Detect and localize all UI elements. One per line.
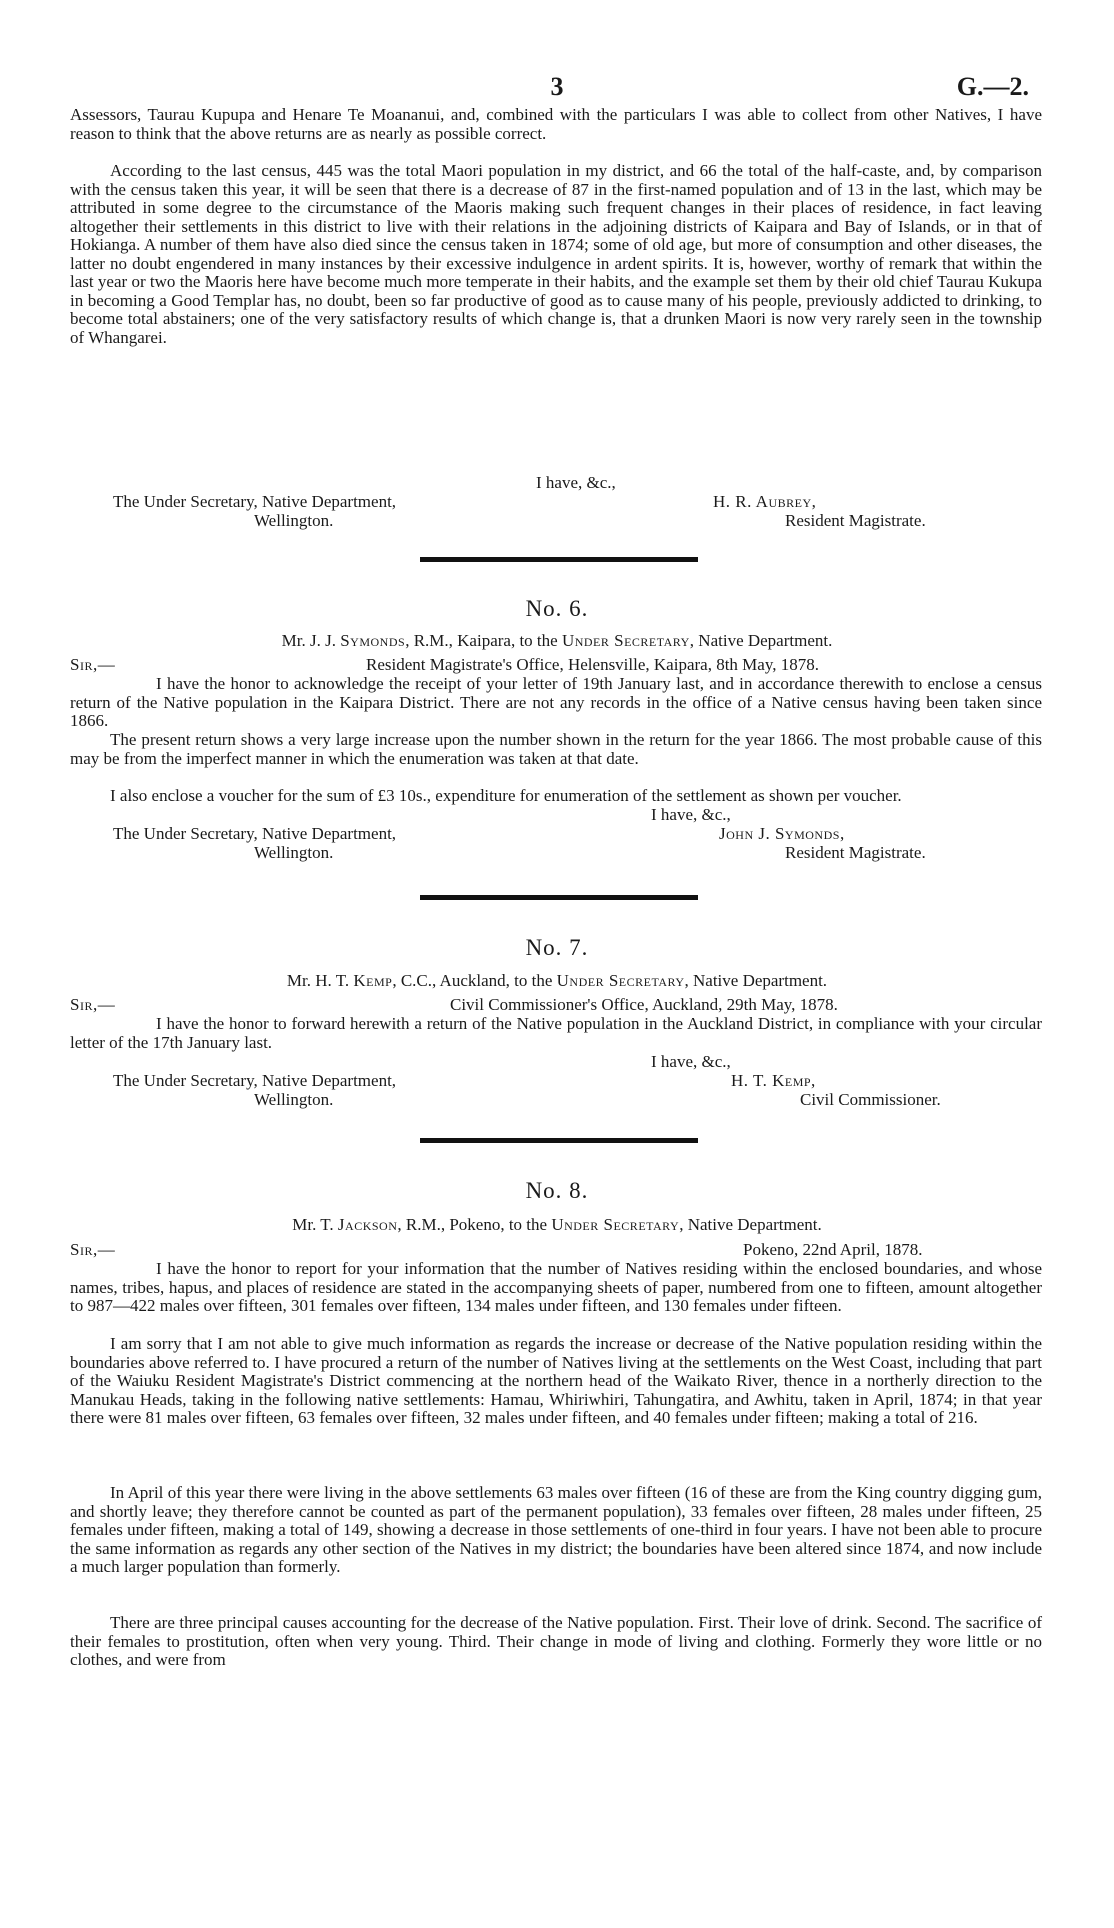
salutation-6: Sir,—	[70, 655, 116, 674]
signer-name: H. T. Kemp,	[731, 1071, 816, 1090]
signer-name: John J. Symonds,	[719, 824, 845, 843]
letter-8-paragraph-3: In April of this year there were living in the above settlements 63 males over fifteen (16 of these are from the King country digging gum, and shortly leave; they therefore cannot be counted as part of the permanent population), 33 females over fifteen, 28 males under fifteen, 25 females under fifteen, making a total of 149, showing a decrease in those settlements of one-third in four years. I have not been able to procure the same information as regards any other section of the Natives in my district; the boundaries have been altered since 1874, and now include a much larger population than formerly.	[70, 1483, 1042, 1576]
addressee-line2: Wellington.	[254, 843, 334, 862]
addressee-line1: The Under Secretary, Native Department,	[113, 824, 397, 843]
letter-address-6: Resident Magistrate's Office, Helensville, Kaipara, 8th May, 1878.	[366, 655, 819, 674]
section-divider	[420, 895, 698, 900]
letter-heading-7: No. 7.	[525, 935, 589, 960]
addressee-line2: Wellington.	[254, 1090, 334, 1109]
paragraph-census: According to the last census, 445 was the total Maori population in my district, and 66 the total of the half-caste, and, by comparison with the census taken this year, it will be seen that there is a decrease of 87 in the first-named population and of 13 in the last, which may be attributed in some degree to the circumstance of the Maoris making such frequent changes in their places of residence, in fact leaving altogether their settlements in this district to live with their relations in the adjoining districts of Kaipara and Bay of Islands, or in that of Hokianga. A number of them have also died since the census taken in 1874; some of old age, but more of consumption and other diseases, the latter no doubt engendered in many instances by their excessive indulgence in ardent spirits. It is, however, worthy of remark that within the last year or two the Maoris here have become much more temperate in their habits, and the example set them by their old chief Taurau Kukupa in becoming a Good Templar has, no doubt, been so far productive of good as to cause many of his people, previously addicted to drinking, to become total abstainers; one of the very satisfactory results of which change is, that a drunken Maori is now very rarely seen in the township of Whangarei.	[70, 161, 1042, 347]
letter-8-paragraph-4: There are three principal causes accounting for the decrease of the Native population. First. Their love of drink. Second. The sacrifice of their females to prostitution, often when very young. Third. Their change in mode of living and clothing. Formerly they wore little or no clothes, and were from	[70, 1613, 1042, 1669]
section-divider	[420, 1138, 698, 1143]
closing: I have, &c.,	[651, 805, 731, 824]
section-divider	[420, 557, 698, 562]
paragraph-intro: Assessors, Taurau Kupupa and Henare Te Moananui, and, combined with the particulars I was able to collect from other Natives, I have reason to think that the above returns are as nearly as possible correct.	[70, 105, 1042, 143]
letter-6-paragraph-3: I also enclose a voucher for the sum of £3 10s., expenditure for enumeration of the settlement as shown per voucher.	[110, 786, 902, 805]
letter-from-to-8: Mr. T. Jackson, R.M., Pokeno, to the Under Secretary, Native Department.	[292, 1215, 822, 1234]
document-reference: G.—2.	[956, 72, 1029, 101]
salutation-7: Sir,—	[70, 995, 116, 1014]
signer-name: H. R. Aubrey,	[713, 492, 817, 511]
page-number: 3	[550, 72, 564, 101]
letter-6-paragraph-1: I have the honor to acknowledge the receipt of your letter of 19th January last, and in accordance therewith to enclose a census return of the Native population in the Kaipara District. There are not any records in the office of a Native census having been taken since 1866.	[70, 674, 1042, 730]
addressee-line1: The Under Secretary, Native Department,	[113, 1071, 397, 1090]
letter-8-paragraph-2: I am sorry that I am not able to give much information as regards the increase or decrease of the Native population residing within the boundaries above referred to. I have procured a return of the number of Natives living at the settlements on the West Coast, including that part of the Waiuku Resident Magistrate's District commencing at the northern head of the Waikato River, thence in a northerly direction to the Manukau Heads, taking in the following native settlements: Hamau, Whiriwhiri, Tahungatira, and Awhitu, taken in April, 1874; in that year there were 81 males over fifteen, 63 females over fifteen, 32 males under fifteen, and 40 females under fifteen; making a total of 216.	[70, 1334, 1042, 1427]
closing: I have, &c.,	[651, 1052, 731, 1071]
letter-address-7: Civil Commissioner's Office, Auckland, 29th May, 1878.	[450, 995, 838, 1014]
letter-address-8: Pokeno, 22nd April, 1878.	[743, 1240, 923, 1259]
signer-title: Resident Magistrate.	[785, 511, 926, 530]
letter-heading-8: No. 8.	[525, 1178, 589, 1203]
signer-title: Resident Magistrate.	[785, 843, 926, 862]
letter-from-to-6: Mr. J. J. Symonds, R.M., Kaipara, to the Under Secretary, Native Department.	[281, 631, 833, 650]
closing: I have, &c.,	[536, 473, 616, 492]
addressee-line1: The Under Secretary, Native Department,	[113, 492, 397, 511]
letter-heading-6: No. 6.	[525, 596, 589, 621]
letter-7-paragraph-1: I have the honor to forward herewith a return of the Native population in the Auckland District, in compliance with your circular letter of the 17th January last.	[70, 1014, 1042, 1052]
addressee-line2: Wellington.	[254, 511, 334, 530]
letter-from-to-7: Mr. H. T. Kemp, C.C., Auckland, to the Under Secretary, Native Department.	[286, 971, 828, 990]
salutation-8: Sir,—	[70, 1240, 116, 1259]
letter-6-paragraph-2: The present return shows a very large increase upon the number shown in the return for the year 1866. The most probable cause of this may be from the imperfect manner in which the enumeration was taken at that date.	[70, 730, 1042, 768]
signer-title: Civil Commissioner.	[800, 1090, 941, 1109]
letter-8-paragraph-1: I have the honor to report for your information that the number of Natives residing within the enclosed boundaries, and whose names, tribes, hapus, and places of residence are stated in the accompanying sheets of paper, numbered from one to fifteen, amount altogether to 987—422 males over fifteen, 301 females over fifteen, 134 males under fifteen, and 130 females under fifteen.	[70, 1259, 1042, 1315]
